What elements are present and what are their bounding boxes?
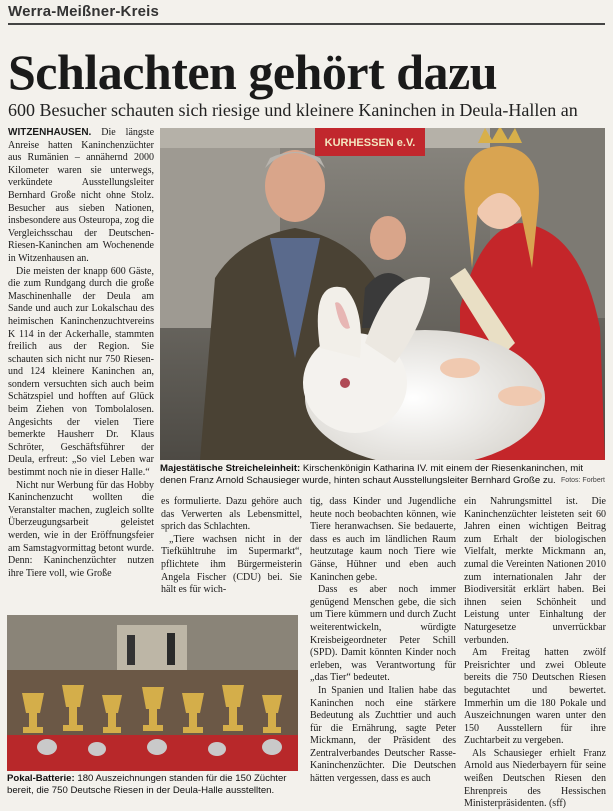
trophy-photo-caption: [7, 773, 303, 797]
article-column-3: [310, 496, 456, 796]
main-photo-caption: [160, 463, 605, 487]
article-paragraph: tig, dass Kinder und Jugendliche heute noch beobachten können, wie Tiere heranwachsen. Sie bedauerte, dass es auch im ländlichen Raum heutzutage kaum noch Tiere wie Gänse, Hühner und eben auch Kaninchen gebe.: [310, 496, 456, 583]
banner-text: KURHESSEN e.V.: [324, 137, 416, 149]
headline: Schlachten gehört dazu: [8, 44, 497, 100]
article-paragraph: In Spanien und Italien habe das Kaninchen noch eine stärkere Bedeutung als Zuchttier und auch für die Ernährung, sagte Peter Mickmann, der Präsident des Zentralverbandes Deutscher Rasse-Kaninchenzüchter. Die Deutschen hätten vergessen, dass es auch: [310, 684, 456, 785]
article-column-1: [8, 127, 154, 605]
main-photo: [160, 128, 605, 460]
article-paragraph: Am Freitag hatten zwölf Preisrichter und zwei Obleute bereits die 750 Deutschen Riesen begutachtet und bewertet. Immerhin um die 180 Pokale und Auszeichnungen waren unter den 150 Ausstellern für ihre Zuchtarbeit zu vergeben.: [464, 647, 606, 747]
trophy-photo: [7, 615, 298, 771]
section-rule: [8, 23, 605, 25]
article-paragraph: „Tiere wachsen nicht in der Tiefkühltruhe im Supermarkt“, pflichtete ihm Bürgermeisterin Angela Fischer (CDU) bei. Sie hält es für wich-: [161, 533, 302, 596]
photo-credit: Fotos: Forbert: [561, 477, 605, 484]
caption-text: 180 Auszeichnungen standen für die 150 Züchter bereit, die 750 Deutsche Riesen in der Deula-Halle ausstellten.: [7, 773, 287, 796]
man-face: [265, 150, 325, 222]
section-label: Werra-Meißner-Kreis: [8, 3, 160, 20]
crown-icon: [478, 128, 522, 143]
paragraph-text: Die längste Anreise hatten Kaninchenzüchter aus Rumänien – annähernd 2000 Kilometer waren sie unterwegs, verkündete Ausstellungsleiter Bernhard Große nicht ohne Stolz. Besucher aus sieben Nationen, insbesondere aus Osteuropa, zog die Vergleichsschau der Deutschen-Riesen-Kaninchen am Wochenende in Witzenhausen an.: [8, 127, 155, 264]
article-column-2: [161, 496, 302, 606]
article-paragraph: ein Nahrungsmittel ist. Die Kaninchenzüchter leisteten seit 60 Jahren einen wichtigen Beitrag zum Erhalt der biologischen Vielfalt, merkte Mickmann an, zumal die Vereinten Nationen 2010 zum internationalen Jahr der Biodiversität erklärt haben. Bei ihnen seien Schönheit und Leistung unter Einhaltung der Naturgesetze unverrückbar verbunden.: [464, 496, 606, 646]
article-column-4: [464, 496, 606, 810]
caption-text: Kirschenkönigin Katharina IV. mit einem der Riesenkaninchen, mit denen Franz Arnold Schausieger wurde, hinten schaut Ausstellungsleiter Bernhard Große zu.: [160, 463, 584, 486]
dateline: WITZENHAUSEN.: [8, 127, 92, 138]
article-paragraph: Nicht nur Werbung für das Hobby Kaninchenzucht wollten die Veranstalter machen, zugleich sollte Überzeugungsarbeit geleistet werden, wie in der Eröffnungsfeier am Samstagvormittag betont wurde. Denn: Kaninchenzüchter nutzen ihre Tiere voll, wie Große: [8, 479, 154, 579]
caption-lead: Pokal-Batterie:: [7, 773, 75, 784]
article-paragraph: Dass es aber noch immer genügend Menschen gebe, die sich um Tiere kümmern und durch Zucht weiterentwickeln, würdigte Kreisbeigeordneter Peter Schill (SPD). Damit könnten Kinder noch erleben, was Verantwortung für „das Tier“ bedeutet.: [310, 584, 456, 684]
article-paragraph: Die meisten der knapp 600 Gäste, die zum Rundgang durch die große Maschinenhalle der Deula am Sande und auch zur Lokalschau des heimischen Kaninchenzuchtvereins K 114 in der Ackerhalle, stammten freilich aus der Region. Sie schauten sich nicht nur 750 Riesen- und 124 kleinere Kaninchen an, sondern versuchten sich auch beim Schätzspiel und hofften auf Glück beim Ziehen von Tombolalosen. Angesichts der vielen Tiere bemerkte Hausherr Dr. Klaus Schröter, Geschäftsführer der Deula, erfreut: „So viel Leben war bestimmt noch nie in dieser Halle.“: [8, 265, 154, 479]
caption-lead: Majestätische Streicheleinheit:: [160, 463, 301, 474]
article-paragraph: [8, 127, 154, 266]
article-paragraph: Als Schausieger erhielt Franz Arnold aus Niederbayern für seine weißen Deutschen Riesen den Ehrenpreis des Hessischen Ministerpräsidenten. (sff): [464, 747, 606, 810]
subheadline: 600 Besucher schauten sich riesige und kleinere Kaninchen in Deula-Hallen an: [8, 100, 578, 120]
article-paragraph: es formulierte. Dazu gehöre auch das Verwerten als Lebensmittel, sprich das Schlachten.: [161, 496, 302, 533]
